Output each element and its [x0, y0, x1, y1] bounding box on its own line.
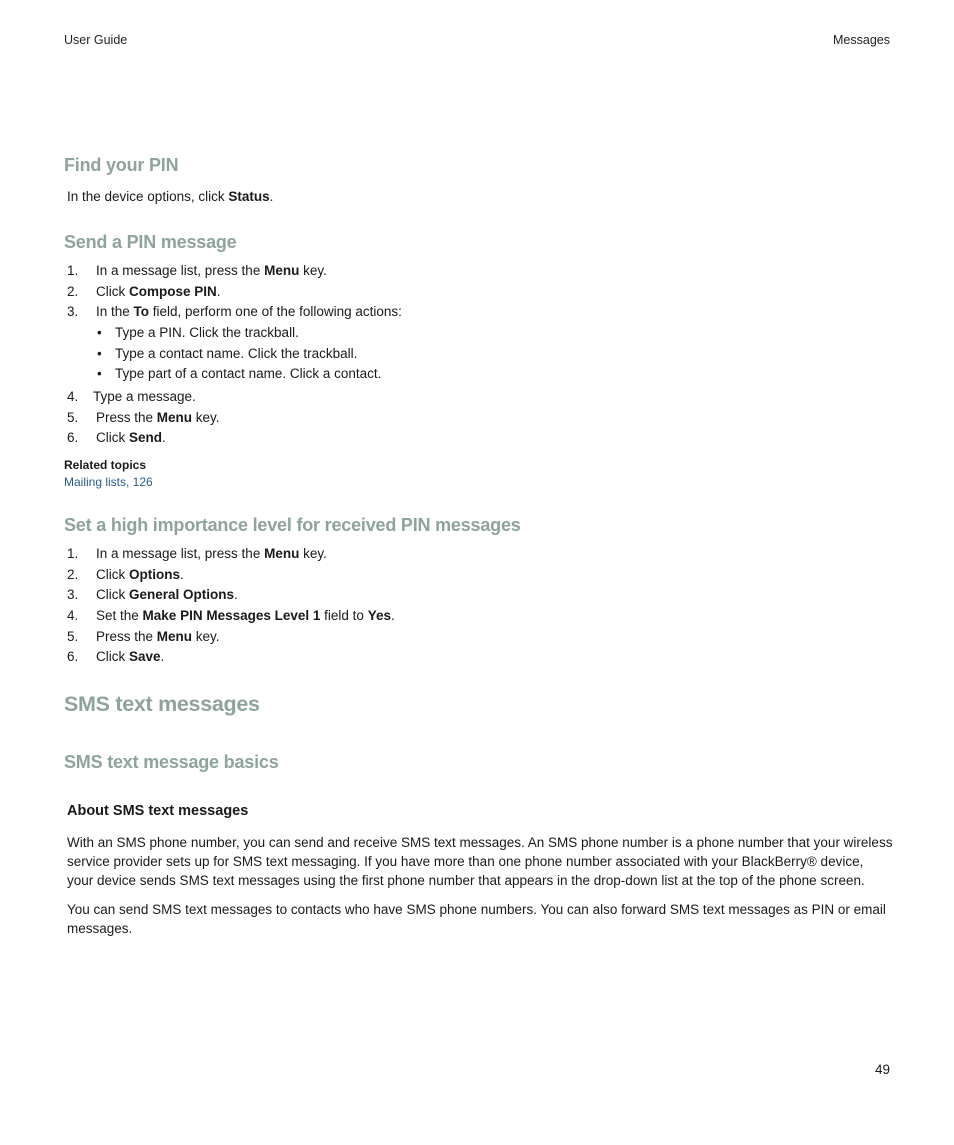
- step-text: Type a message.: [93, 389, 196, 404]
- step-number: 4.: [67, 608, 79, 624]
- high-importance-steps: [67, 544, 867, 668]
- header-right: Messages: [833, 33, 890, 47]
- step-text: Click Compose PIN.: [96, 283, 221, 299]
- sms-paragraph-2: You can send SMS text messages to contacts who have SMS phone numbers. You can also forward SMS text messages as PIN or email messages.: [67, 902, 886, 936]
- related-topic-link[interactable]: Mailing lists, 126: [64, 475, 153, 489]
- send-pin-steps-continued: [67, 387, 867, 449]
- find-pin-heading: Find your PIN: [64, 155, 179, 175]
- related-topics-heading: Related topics: [64, 458, 147, 472]
- bullet-text: Type part of a contact name. Click a contact.: [115, 366, 382, 382]
- bullet-icon: •: [97, 345, 102, 361]
- about-sms-heading: About SMS text messages: [67, 803, 249, 819]
- send-pin-steps: [67, 261, 867, 323]
- bullet-text: Type a PIN. Click the trackball.: [115, 325, 299, 340]
- send-pin-heading: Send a PIN message: [64, 232, 237, 252]
- step-number: 3.: [67, 587, 79, 603]
- bullet-icon: •: [97, 325, 102, 340]
- find-pin-text-pre: In the device options, click: [67, 189, 229, 204]
- step-number: 3.: [67, 304, 79, 320]
- high-importance-heading: Set a high importance level for received PIN messages: [64, 515, 521, 535]
- list-item: [97, 364, 797, 385]
- page-number: 49: [874, 1062, 890, 1077]
- list-item: [67, 606, 867, 627]
- step-text: Click Options.: [96, 566, 184, 582]
- step-text: Click Send.: [96, 430, 166, 446]
- list-item: [67, 627, 867, 648]
- step-number: 1.: [67, 546, 79, 561]
- list-item: [67, 302, 867, 323]
- sms-paragraph-1: With an SMS phone number, you can send and receive SMS text messages. An SMS phone number is a phone number that your wireless service provider sets up for SMS text messaging. If you have more than one phone number associated with your BlackBerry® device, your device sends SMS text messages using the first phone number that appears in the drop-down list at the top of the phone screen.: [67, 835, 893, 888]
- step-number: 4.: [67, 389, 79, 404]
- step-text: Press the Menu key.: [96, 628, 220, 644]
- find-pin-text: [67, 187, 273, 206]
- send-pin-bullets: [97, 323, 797, 385]
- step-text: In the To field, perform one of the following actions:: [96, 304, 402, 320]
- step-number: 2.: [67, 283, 79, 299]
- step-text: Press the Menu key.: [96, 409, 220, 425]
- step-text: In a message list, press the Menu key.: [96, 263, 327, 278]
- list-item: [67, 585, 867, 606]
- step-number: 1.: [67, 263, 79, 278]
- bullet-text: Type a contact name. Click the trackball.: [115, 345, 358, 361]
- step-text: Set the Make PIN Messages Level 1 field to Yes.: [96, 608, 395, 624]
- header-left: User Guide: [64, 33, 128, 47]
- list-item: [67, 647, 867, 668]
- bullet-icon: •: [97, 366, 102, 382]
- step-number: 6.: [67, 430, 79, 446]
- step-number: 5.: [67, 628, 79, 644]
- step-number: 5.: [67, 409, 79, 425]
- list-item: [67, 565, 867, 586]
- list-item: [67, 261, 867, 282]
- sms-basics-heading: SMS text message basics: [64, 752, 279, 772]
- find-pin-text-bold: Status: [228, 189, 270, 204]
- list-item: [67, 282, 867, 303]
- list-item: [67, 387, 867, 408]
- list-item: [97, 323, 797, 344]
- list-item: [67, 544, 867, 565]
- step-text: In a message list, press the Menu key.: [96, 546, 327, 561]
- list-item: [97, 344, 797, 365]
- step-text: Click Save.: [96, 649, 165, 665]
- step-number: 2.: [67, 566, 79, 582]
- step-text: Click General Options.: [96, 587, 238, 603]
- find-pin-text-post: .: [269, 189, 274, 204]
- list-item: [67, 428, 867, 449]
- step-number: 6.: [67, 649, 79, 665]
- list-item: [67, 408, 867, 429]
- sms-section-heading: SMS text messages: [64, 692, 260, 716]
